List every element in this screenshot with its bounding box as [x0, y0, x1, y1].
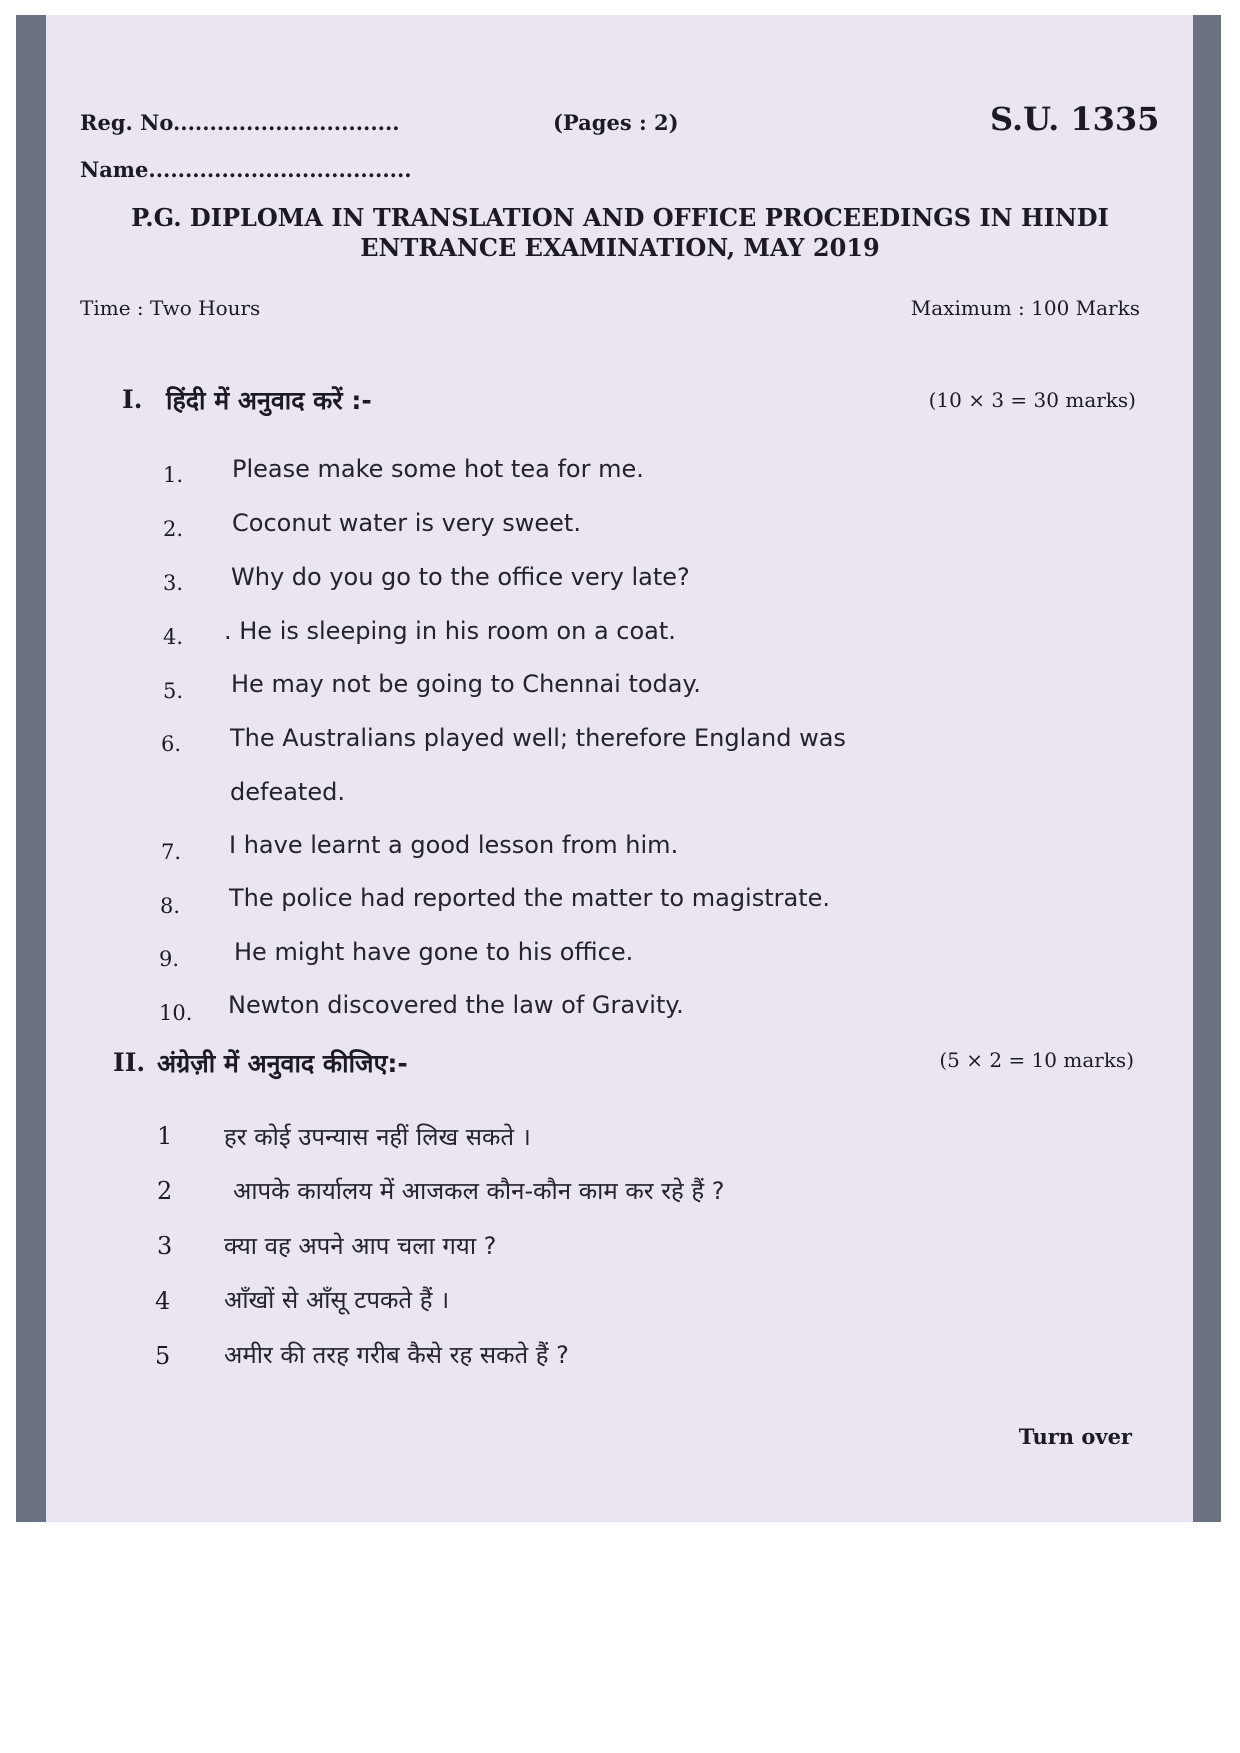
section2-heading: अंग्रेज़ी में अनुवाद कीजिए:- — [157, 1049, 408, 1078]
exam-title-line1: P.G. DIPLOMA IN TRANSLATION AND OFFICE PROCEEDINGS IN HINDI — [131, 203, 1109, 232]
s1-q7-text: I have learnt a good lesson from him. — [229, 831, 679, 859]
s1-q8-text: The police had reported the matter to magistrate. — [229, 884, 831, 912]
s2-q1-number: 1 — [157, 1122, 173, 1150]
s1-q10-text: Newton discovered the law of Gravity. — [228, 991, 684, 1019]
s1-q1-number: 1. — [163, 463, 184, 487]
s1-q6-number: 6. — [161, 732, 182, 756]
paper-code: S.U. 1335 — [990, 100, 1160, 138]
section1-marks: (10 × 3 = 30 marks) — [928, 388, 1136, 412]
s1-q6-text: The Australians played well; therefore England was — [230, 724, 846, 752]
s1-q3-number: 3. — [163, 571, 184, 595]
s2-q3-number: 3 — [157, 1232, 173, 1260]
s1-q4-number: 4. — [163, 625, 184, 649]
turn-over-note: Turn over — [1018, 1424, 1132, 1449]
s1-q9-text: He might have gone to his office. — [234, 938, 634, 966]
s2-q5-number: 5 — [155, 1342, 171, 1370]
maximum-marks: Maximum : 100 Marks — [910, 296, 1140, 320]
exam-title-line2: ENTRANCE EXAMINATION, MAY 2019 — [360, 233, 880, 262]
s2-q2-text: आपके कार्यालय में आजकल कौन-कौन काम कर रहे हैं ? — [233, 1177, 725, 1205]
page-count: (Pages : 2) — [553, 110, 679, 135]
s1-q9-number: 9. — [159, 947, 180, 971]
section1-heading: हिंदी में अनुवाद करें :- — [166, 386, 372, 415]
s1-q5-number: 5. — [163, 679, 184, 703]
time-allowed: Time : Two Hours — [80, 296, 261, 320]
s2-q1-text: हर कोई उपन्यास नहीं लिख सकते । — [224, 1123, 531, 1151]
s1-q6-continuation: defeated. — [230, 778, 345, 806]
s1-q2-text: Coconut water is very sweet. — [232, 509, 581, 537]
s1-q2-number: 2. — [163, 517, 184, 541]
s1-q3-text: Why do you go to the office very late? — [231, 563, 690, 591]
reg-no-field: Reg. No............................... — [80, 110, 400, 135]
s1-q8-number: 8. — [160, 894, 181, 918]
s2-q2-number: 2 — [157, 1177, 173, 1205]
s1-q1-text: Please make some hot tea for me. — [232, 455, 644, 483]
s2-q5-text: अमीर की तरह गरीब कैसे रह सकते हैं ? — [224, 1341, 569, 1369]
s1-q5-text: He may not be going to Chennai today. — [231, 670, 701, 698]
section2-number: II. — [113, 1048, 146, 1077]
name-field: Name.................................... — [80, 157, 412, 182]
section1-number: I. — [122, 385, 143, 414]
s1-q10-number: 10. — [159, 1001, 193, 1025]
s1-q4-text: . He is sleeping in his room on a coat. — [224, 617, 676, 645]
s2-q3-text: क्या वह अपने आप चला गया ? — [224, 1232, 497, 1260]
s2-q4-number: 4 — [155, 1287, 171, 1315]
s2-q4-text: आँखों से आँसू टपकते हैं । — [224, 1286, 450, 1314]
s1-q7-number: 7. — [161, 840, 182, 864]
section2-marks: (5 × 2 = 10 marks) — [939, 1048, 1134, 1072]
